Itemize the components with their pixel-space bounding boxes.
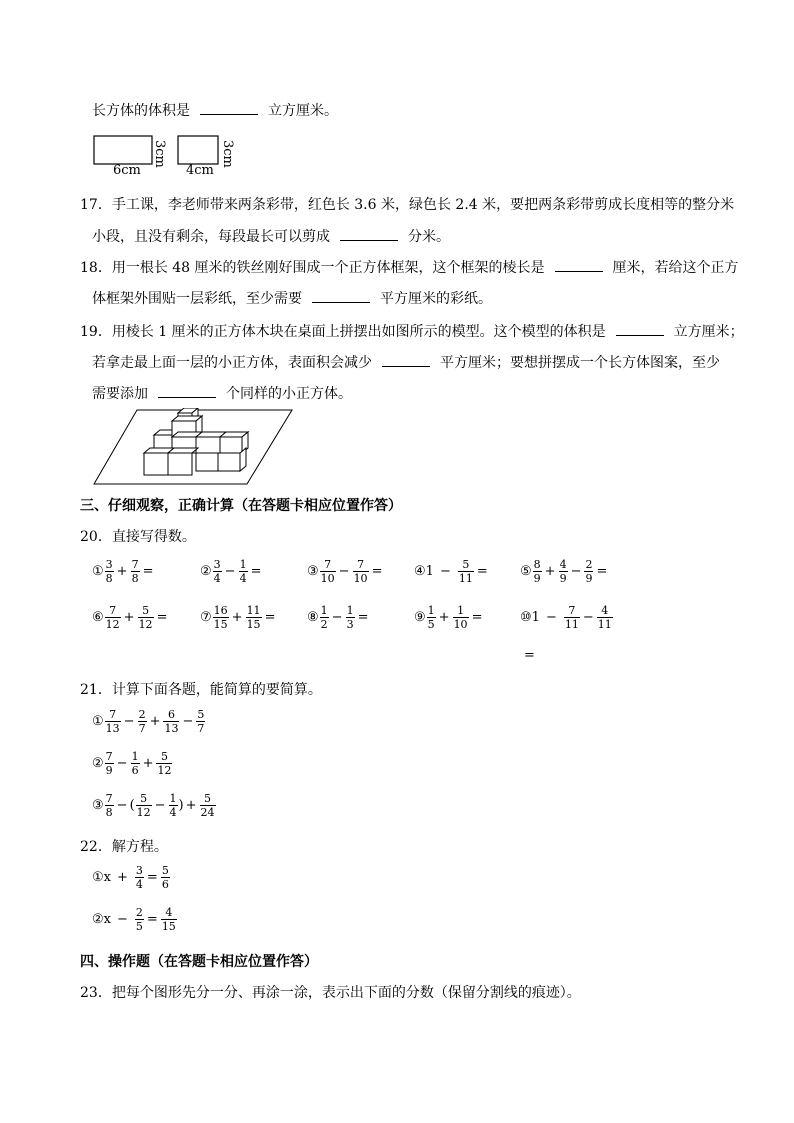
math-token: − — [439, 564, 451, 579]
q20-item-10-eq: = — [524, 648, 535, 663]
frac — [105, 750, 114, 777]
math-token: ⑥ — [92, 610, 104, 625]
math-token: 5 — [160, 750, 168, 763]
frac — [196, 708, 205, 735]
frac — [105, 558, 114, 585]
math-token: 12 — [105, 618, 120, 631]
frac — [136, 792, 152, 819]
q19-blank1[interactable] — [616, 321, 664, 336]
math-token: 5 — [427, 618, 435, 631]
q19-blank2[interactable] — [382, 352, 430, 367]
math-token: 2 — [135, 906, 143, 919]
frac — [239, 558, 248, 585]
math-token: = — [471, 610, 483, 625]
math-token: 5 — [197, 708, 205, 721]
q21-item-1 — [92, 708, 206, 735]
q17-line1: 17．手工课，李老师带来两条彩带，红色长 3.6 米，绿色长 2.4 米，要把两条彩带剪成长度相等的整分米 — [80, 197, 735, 213]
fig-label-6cm: 6cm — [113, 163, 141, 178]
math-token: ④ — [414, 564, 426, 579]
frac — [163, 708, 179, 735]
frac — [131, 558, 140, 585]
q19-text5: 需要添加 — [92, 386, 148, 402]
math-token: 7 — [131, 558, 139, 571]
math-token: ⑩ — [520, 610, 532, 625]
frac — [131, 750, 140, 777]
frac — [138, 604, 154, 631]
math-token: 9 — [585, 572, 593, 585]
math-token: ⑤ — [520, 564, 532, 579]
fig-label-3cm-b: 3cm — [220, 140, 235, 168]
q20-title: 20．直接写得数。 — [80, 529, 196, 545]
math-token: 1 — [346, 604, 354, 617]
math-token: + — [142, 756, 154, 771]
math-token: 7 — [109, 708, 117, 721]
q19-blank3[interactable] — [158, 383, 216, 398]
math-token: 16 — [213, 604, 228, 617]
q17-unit: 分米。 — [408, 229, 450, 245]
math-token: 2 — [585, 558, 593, 571]
math-token: 7 — [568, 604, 576, 617]
math-token: 7 — [197, 722, 205, 735]
math-token: 6 — [161, 878, 169, 891]
cube-model-figure — [92, 408, 297, 488]
math-token: 10 — [320, 572, 335, 585]
frac — [584, 558, 593, 585]
math-token: ① — [92, 870, 104, 885]
math-token: 1 — [425, 564, 434, 579]
math-token: 9 — [105, 764, 113, 777]
q20-item-6 — [92, 604, 169, 631]
q19-text6: 个同样的小正方体。 — [226, 386, 352, 402]
q20-item-5 — [520, 558, 609, 585]
frac — [105, 792, 114, 819]
q20-item-8 — [307, 604, 370, 631]
math-token: = — [371, 564, 383, 579]
frac — [453, 604, 469, 631]
math-token: + — [544, 564, 556, 579]
q23-text: 23．把每个图形先分一分、再涂一涂，表示出下面的分数（保留分割线的痕迹）。 — [80, 985, 581, 1001]
math-token: 7 — [105, 750, 113, 763]
math-token: − — [123, 714, 135, 729]
frac — [156, 750, 172, 777]
math-token: 11 — [458, 572, 473, 585]
frac — [135, 906, 144, 933]
frac — [138, 708, 147, 735]
q19-line2 — [92, 352, 720, 373]
frac — [169, 792, 178, 819]
frac — [213, 558, 222, 585]
q22-item-2 — [92, 906, 178, 933]
q20-item-1 — [92, 558, 155, 585]
frac — [533, 558, 542, 585]
math-token: ⑧ — [307, 610, 319, 625]
math-token: 15 — [246, 618, 261, 631]
math-token: 8 — [131, 572, 139, 585]
math-token: 13 — [105, 722, 120, 735]
math-token: 1 — [239, 558, 247, 571]
q20-item-4 — [414, 558, 490, 585]
math-token: − — [224, 564, 236, 579]
q20-item-9 — [414, 604, 484, 631]
math-token: = — [142, 564, 154, 579]
math-token: 11 — [597, 618, 612, 631]
frac — [246, 604, 262, 631]
q19-text2: 立方厘米； — [673, 324, 744, 340]
math-token: 1 — [427, 604, 435, 617]
section-4-heading: 四、操作题（在答题卡相应位置作答） — [80, 954, 318, 970]
math-token: x — [103, 870, 111, 885]
math-token: 1 — [320, 604, 328, 617]
math-token: − — [116, 798, 128, 813]
math-token: 3 — [346, 618, 354, 631]
frac — [200, 792, 216, 819]
math-token: ① — [92, 564, 104, 579]
q18-blank1[interactable] — [555, 257, 603, 272]
frac — [559, 558, 568, 585]
q22-title: 22．解方程。 — [80, 839, 168, 855]
q18-line1 — [80, 257, 739, 278]
math-token: 1 — [457, 604, 465, 617]
math-token: 2 — [138, 708, 146, 721]
math-token: 5 — [140, 792, 148, 805]
math-token: + — [231, 610, 243, 625]
math-token: 2 — [320, 618, 328, 631]
q17-blank[interactable] — [340, 226, 398, 241]
q18-text4: 平方厘米的彩纸。 — [380, 291, 492, 307]
math-token: − — [570, 564, 582, 579]
math-token: 4 — [135, 878, 143, 891]
frac — [597, 604, 613, 631]
math-token: 3 — [213, 558, 221, 571]
math-token: − — [582, 610, 594, 625]
q16-blank[interactable] — [200, 100, 258, 115]
math-token: 4 — [559, 558, 567, 571]
math-token: 9 — [559, 572, 567, 585]
q16-text: 长方体的体积是 — [92, 103, 190, 119]
fig-label-4cm: 4cm — [186, 163, 214, 178]
frac — [353, 558, 369, 585]
face-rect-1 — [94, 136, 152, 164]
q18-blank2[interactable] — [312, 288, 370, 303]
q20-item-3 — [307, 558, 384, 585]
math-token: = — [250, 564, 262, 579]
q21-item-3 — [92, 792, 217, 819]
math-token: = — [146, 912, 158, 927]
q16-unit: 立方厘米。 — [268, 103, 338, 119]
math-token: ) — [178, 798, 184, 813]
math-token: 12 — [136, 806, 151, 819]
q20-item-2 — [200, 558, 263, 585]
math-token: 6 — [167, 708, 175, 721]
math-token: ③ — [92, 798, 104, 813]
math-token: ① — [92, 714, 104, 729]
math-token: 5 — [142, 604, 150, 617]
frac — [105, 708, 121, 735]
math-token: 15 — [161, 920, 176, 933]
q19-text4: 平方厘米；要想拼摆成一个长方体图案，至少 — [440, 355, 720, 371]
q19-line1 — [80, 321, 744, 342]
math-token: 5 — [161, 864, 169, 877]
math-token: 7 — [138, 722, 146, 735]
math-token: 8 — [533, 558, 541, 571]
math-token: + — [149, 714, 161, 729]
math-token: 1 — [531, 610, 540, 625]
math-token: = — [264, 610, 276, 625]
q19-text3: 若拿走最上面一层的小正方体，表面积会减少 — [92, 355, 372, 371]
frac — [564, 604, 580, 631]
math-token: ② — [92, 756, 104, 771]
math-token: ② — [200, 564, 212, 579]
q21-title: 21．计算下面各题，能简算的要简算。 — [80, 682, 322, 698]
math-token: − — [117, 912, 128, 927]
math-token: 11 — [246, 604, 261, 617]
math-token: 4 — [165, 906, 173, 919]
math-token: = — [156, 610, 168, 625]
math-token: ⑦ — [200, 610, 212, 625]
math-token: 3 — [135, 864, 143, 877]
math-token: 1 — [131, 750, 139, 763]
math-token: ② — [92, 912, 104, 927]
frac — [427, 604, 436, 631]
math-token: 12 — [157, 764, 172, 777]
math-token: 11 — [564, 618, 579, 631]
math-token: − — [182, 714, 194, 729]
math-token: 15 — [213, 618, 228, 631]
q22-item-1 — [92, 864, 171, 891]
math-token: 3 — [105, 558, 113, 571]
math-token: 7 — [105, 792, 113, 805]
math-token: 4 — [169, 806, 177, 819]
math-token: = — [476, 564, 488, 579]
math-token: 9 — [533, 572, 541, 585]
frac — [458, 558, 474, 585]
q16-answer-line — [92, 100, 338, 121]
math-token: 6 — [131, 764, 139, 777]
q20-item-10 — [520, 604, 614, 631]
q19-text1: 19．用棱长 1 厘米的正方体木块在桌面上拼摆出如图所示的模型。这个模型的体积是 — [80, 324, 606, 340]
math-token: + — [185, 798, 197, 813]
frac — [320, 604, 329, 631]
math-token: ( — [129, 798, 135, 813]
math-token: 4 — [601, 604, 609, 617]
math-token: x — [103, 912, 111, 927]
fig-label-3cm-a: 3cm — [152, 140, 167, 168]
math-token: 10 — [453, 618, 468, 631]
math-token: − — [545, 610, 557, 625]
math-token: 1 — [169, 792, 177, 805]
math-token: − — [154, 798, 166, 813]
math-token: 13 — [164, 722, 179, 735]
math-token: + — [438, 610, 450, 625]
frac — [346, 604, 355, 631]
q18-text2: 厘米，若给这个正方 — [612, 260, 739, 276]
math-token: 12 — [138, 618, 153, 631]
math-token: 8 — [105, 806, 113, 819]
math-token: ⑨ — [414, 610, 426, 625]
section-3-heading: 三、仔细观察，正确计算（在答题卡相应位置作答） — [80, 498, 402, 514]
math-token: − — [331, 610, 343, 625]
q18-line2 — [92, 288, 492, 309]
q21-item-2 — [92, 750, 173, 777]
math-token: = — [357, 610, 369, 625]
math-token: − — [116, 756, 128, 771]
math-token: − — [338, 564, 350, 579]
math-token: 5 — [204, 792, 212, 805]
math-token: 4 — [213, 572, 221, 585]
face-rect-2 — [178, 136, 218, 164]
math-token: + — [117, 870, 128, 885]
q17-text: 小段，且没有剩余，每段最长可以剪成 — [92, 229, 330, 245]
math-token: 7 — [109, 604, 117, 617]
frac — [135, 864, 144, 891]
math-token: 7 — [324, 558, 332, 571]
math-token: 4 — [239, 572, 247, 585]
frac — [320, 558, 336, 585]
frac — [213, 604, 229, 631]
q17-line2 — [92, 226, 450, 247]
math-token: = — [146, 870, 158, 885]
frac — [161, 906, 177, 933]
q19-line3 — [92, 383, 352, 404]
q18-text3: 体框架外围贴一层彩纸，至少需要 — [92, 291, 302, 307]
math-token: 8 — [105, 572, 113, 585]
math-token: 7 — [357, 558, 365, 571]
math-token: 24 — [200, 806, 215, 819]
math-token: 5 — [462, 558, 470, 571]
frac — [105, 604, 121, 631]
math-token: ③ — [307, 564, 319, 579]
math-token: + — [123, 610, 135, 625]
q20-item-7 — [200, 604, 277, 631]
cube-front-center — [168, 448, 198, 475]
math-token: + — [116, 564, 128, 579]
frac — [161, 864, 170, 891]
q18-text1: 18．用一根长 48 厘米的铁丝刚好围成一个正方体框架，这个框架的棱长是 — [80, 260, 545, 276]
math-token: 5 — [135, 920, 143, 933]
math-token: 10 — [353, 572, 368, 585]
math-token: = — [596, 564, 608, 579]
